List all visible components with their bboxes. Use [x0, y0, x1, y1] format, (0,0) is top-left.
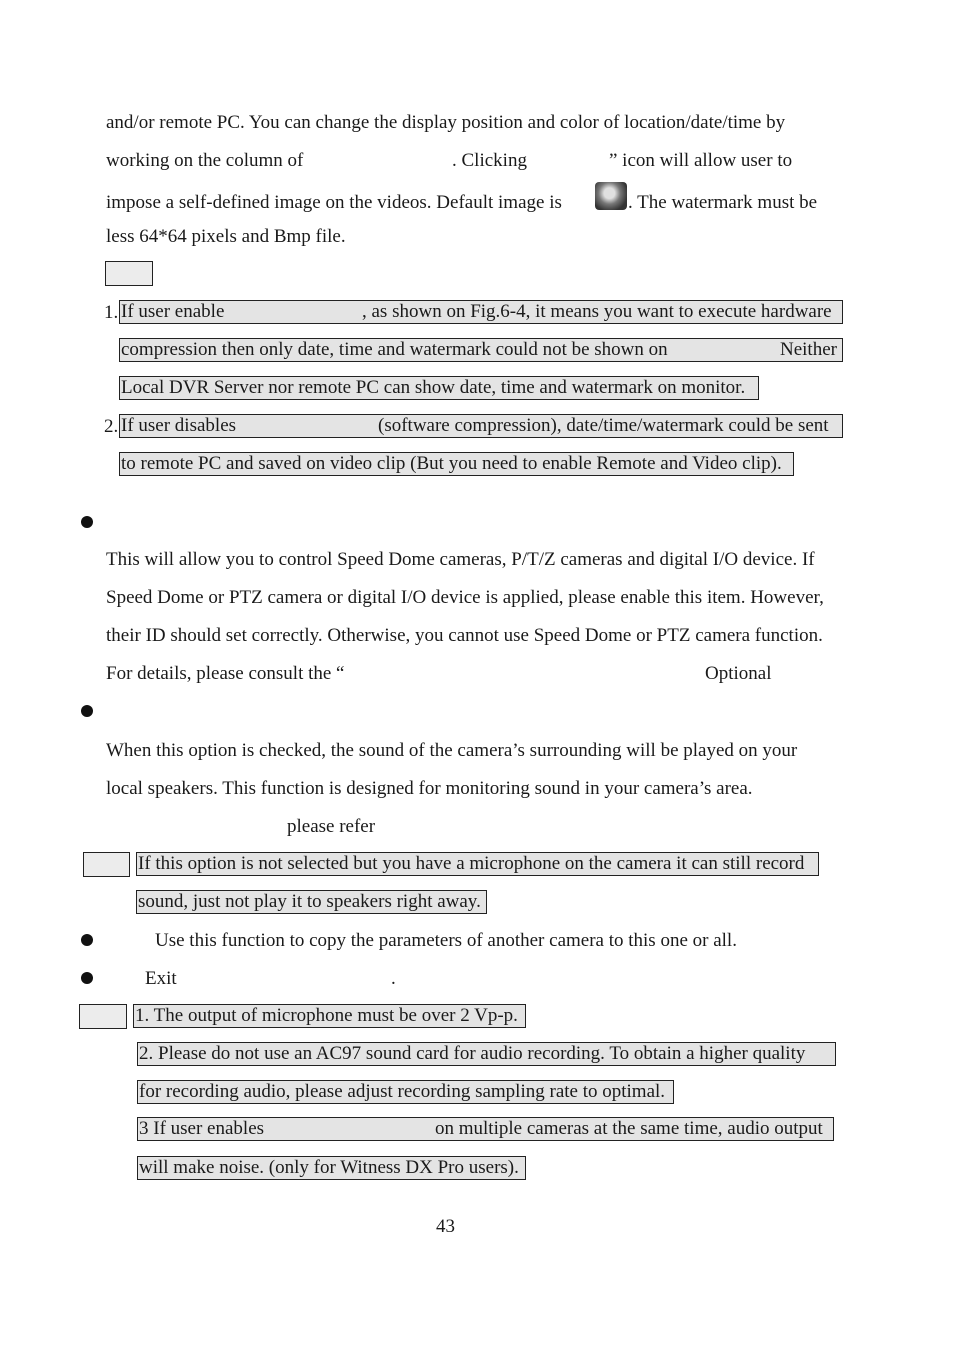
copy-text: Use this function to copy the parameters of another camera to this one or all.	[155, 930, 737, 951]
note-label-box	[105, 261, 153, 286]
ptz-line-4b: Optional	[705, 663, 772, 684]
note1-line-4	[119, 414, 843, 438]
audio-note-line-2	[136, 890, 487, 914]
note2-line-1	[133, 1004, 526, 1028]
note1-line-3a: Local DVR Server nor remote PC can show date, time and watermark on monitor.	[121, 377, 746, 398]
note1-line-3	[119, 376, 759, 400]
ptz-line-3: their ID should set correctly. Otherwise, you cannot use Speed Dome or PTZ camera function.	[106, 625, 823, 646]
note1-number-1: 1.	[104, 302, 119, 323]
audio-note-line-2a: sound, just not play it to speakers right away.	[138, 891, 481, 912]
bullet-audio	[81, 705, 93, 717]
note1-line-2	[119, 338, 843, 362]
exit-text: Exit	[145, 968, 177, 989]
default-watermark-icon	[595, 182, 627, 210]
note2-line-4b: on multiple cameras at the same time, audio output	[435, 1118, 823, 1139]
ptz-line-4a: For details, please consult the “	[106, 663, 345, 684]
note1-line-5a: to remote PC and saved on video clip (But you need to enable Remote and Video clip).	[121, 453, 782, 474]
note1-line-2a: compression then only date, time and watermark could not be shown on	[121, 339, 668, 360]
note1-line-4b: (software compression), date/time/watermark could be sent	[378, 415, 829, 436]
note2-line-4	[137, 1117, 834, 1141]
note2-line-3	[137, 1080, 674, 1104]
note1-line-5	[119, 452, 794, 476]
intro-line-4: less 64*64 pixels and Bmp file.	[106, 226, 346, 247]
audio-note-label-box	[83, 852, 130, 877]
note1-line-2b: Neither	[780, 339, 837, 360]
intro-line-1: and/or remote PC. You can change the display position and color of location/date/time by	[106, 112, 786, 133]
note2-label-box	[79, 1004, 127, 1029]
note2-line-5	[137, 1156, 526, 1180]
intro-line-2a: working on the column of	[106, 150, 304, 171]
intro-line-3a: impose a self-defined image on the videos. Default image is	[106, 192, 562, 213]
audio-note-line-1	[136, 852, 819, 876]
audio-line-2: local speakers. This function is designed for monitoring sound in your camera’s area.	[106, 778, 753, 799]
bullet-ptz	[81, 516, 93, 528]
note1-number-2: 2.	[104, 416, 119, 437]
ptz-line-1: This will allow you to control Speed Dome cameras, P/T/Z cameras and digital I/O device. If	[106, 549, 815, 570]
note2-line-4a: 3 If user enables	[139, 1118, 265, 1139]
note2-line-2a: 2. Please do not use an AC97 sound card for audio recording. To obtain a higher quality	[139, 1043, 806, 1064]
note2-line-2	[137, 1042, 836, 1066]
note1-line-1a: If user enable	[121, 301, 225, 322]
audio-line-1: When this option is checked, the sound of the camera’s surrounding will be played on your	[106, 740, 798, 761]
page-number: 43	[436, 1216, 455, 1237]
audio-line-3: please refer	[287, 816, 376, 837]
bullet-copy	[81, 934, 93, 946]
note1-line-1	[119, 300, 843, 324]
intro-line-2c: ” icon will allow user to	[609, 150, 793, 171]
ptz-line-2: Speed Dome or PTZ camera or digital I/O device is applied, please enable this item. However,	[106, 587, 824, 608]
note1-line-1b: , as shown on Fig.6-4, it means you want to execute hardware	[362, 301, 832, 322]
intro-line-2b: . Clicking	[452, 150, 527, 171]
bullet-exit	[81, 972, 93, 984]
exit-period: .	[391, 968, 396, 989]
note2-line-1a: 1. The output of microphone must be over 2 Vp-p.	[135, 1005, 518, 1026]
note2-line-3a: for recording audio, please adjust recording sampling rate to optimal.	[139, 1081, 666, 1102]
note2-line-5a: will make noise. (only for Witness DX Pro users).	[139, 1157, 519, 1178]
note1-line-4a: If user disables	[121, 415, 237, 436]
audio-note-line-1a: If this option is not selected but you have a microphone on the camera it can still record	[138, 853, 805, 874]
intro-line-3b: . The watermark must be	[628, 192, 818, 213]
